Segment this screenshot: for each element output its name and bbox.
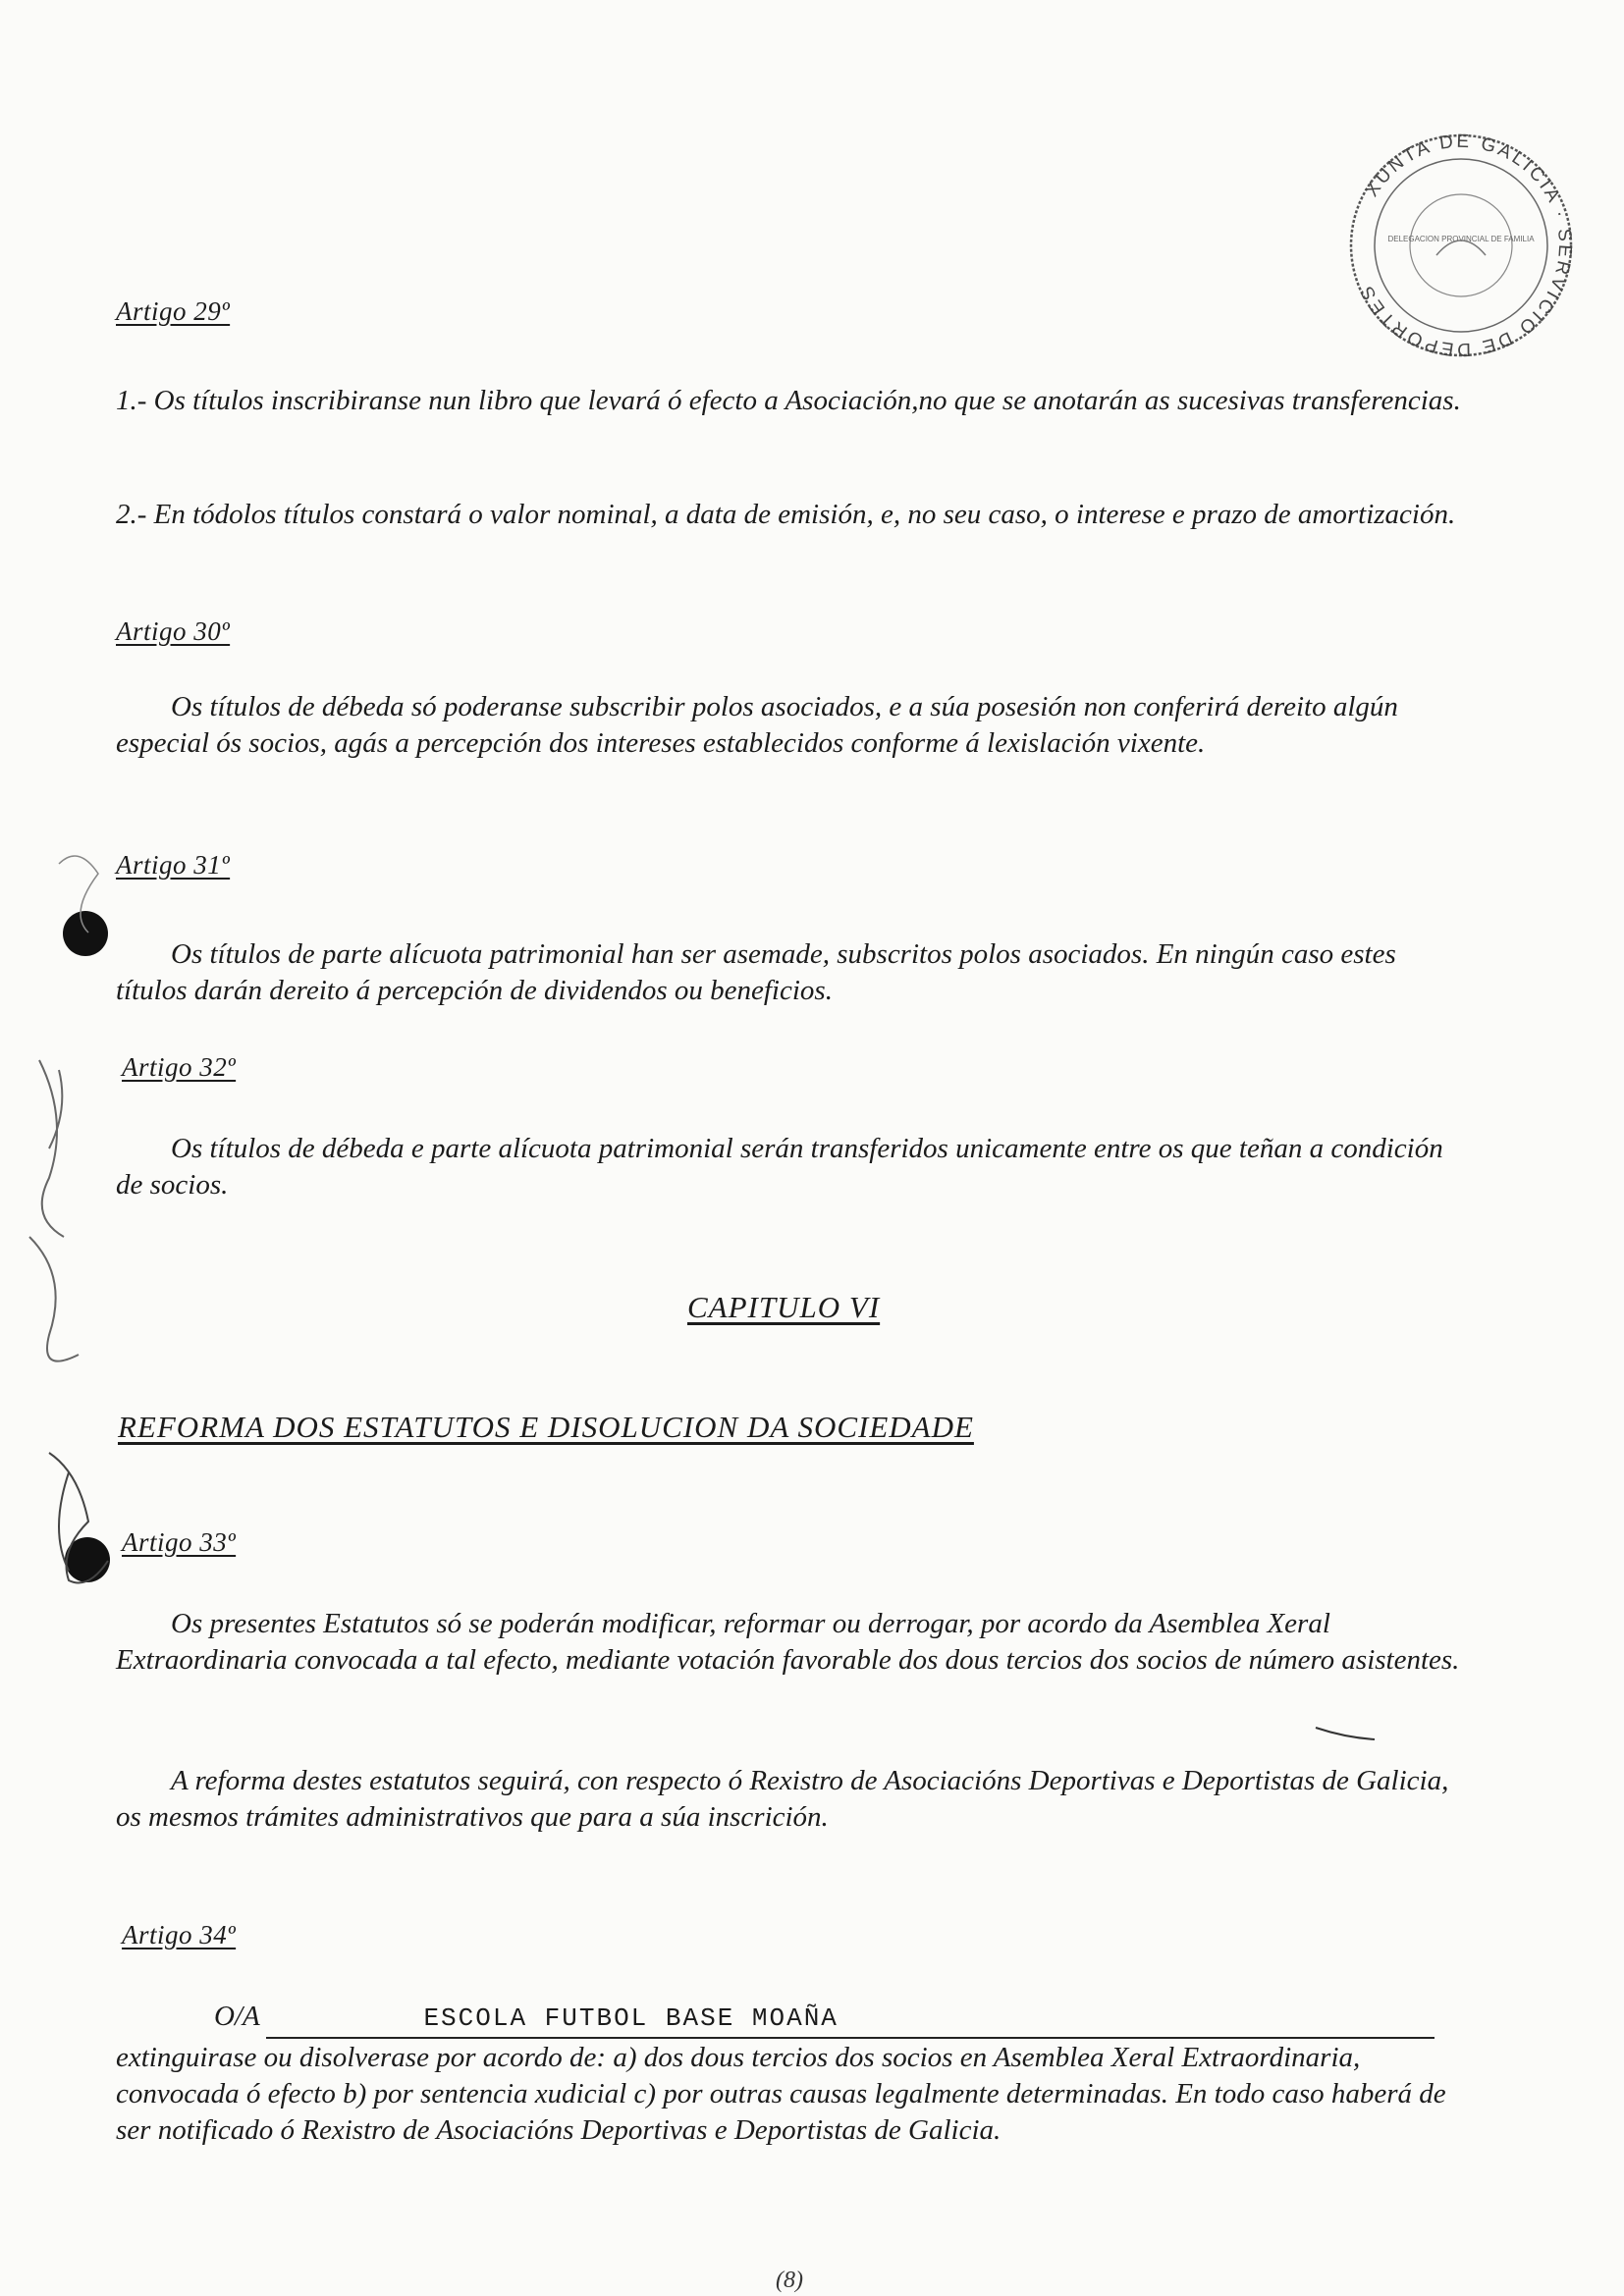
article-29-paragraph-1: 1.- Os títulos inscribiranse nun libro que levará ó efecto a Asociación,no que se anotarán as sucesivas transferencias. <box>116 385 1461 416</box>
svg-text:DELEGACION PROVINCIAL DE FAMIL <box>1387 235 1535 243</box>
page-number: (8) <box>776 2268 803 2293</box>
article-34-entity-line <box>116 1999 1473 2039</box>
article-29-paragraph-2: 2.- En tódolos títulos constará o valor nominal, a data de emisión, e, no seu caso, o interese e prazo de amortización. <box>116 499 1456 530</box>
chapter-title: CAPITULO VI <box>687 1290 881 1324</box>
article-33-heading: Artigo 33º <box>122 1527 237 1557</box>
article-31-paragraph: Os títulos de parte alícuota patrimonial han ser asemade, subscritos polos asociados. En ningún caso estes títulos darán dereito á percepción de dividendos ou beneficios. <box>116 938 1396 1006</box>
article-33-paragraph-1: Os presentes Estatutos só se poderán modificar, reformar ou derrogar, por acordo da Asemblea Xeral Extraordinaria convocada a tal efecto, mediante votación favorable dos dous tercios dos socios de número asistentes. <box>116 1608 1460 1676</box>
article-32-heading: Artigo 32º <box>122 1052 237 1082</box>
article-34-paragraph: extinguirase ou disolverase por acordo de: a) dos dous tercios dos socios en Asemblea Xeral Extraordinaria, convocada ó efecto b) por sentencia xudicial c) por outras causas legalmente determinadas. En todo caso haberá de ser notificado ó Rexistro de Asociacións Deportivas e Deportistas de Galicia. <box>116 2042 1446 2146</box>
article-30-paragraph: Os títulos de débeda só poderanse subscribir polos asociados, e a súa posesión non conferirá dereito algún especial ós socios, agás a percepción dos intereses establecidos conforme á lexislación vixente. <box>116 691 1398 759</box>
punch-hole-bottom <box>65 1537 110 1582</box>
article-31-heading: Artigo 31º <box>116 850 231 880</box>
punch-hole-top <box>63 911 108 956</box>
article-29-heading: Artigo 29º <box>116 296 231 326</box>
entity-name: ESCOLA FUTBOL BASE MOAÑA <box>266 2001 1435 2039</box>
official-stamp-icon <box>1343 128 1579 363</box>
svg-text:XUNTA DE GALICIA · SERVICIO DE <box>1356 132 1576 359</box>
article-30-heading: Artigo 30º <box>116 616 231 646</box>
stamp-center-text: DELEGACION PROVINCIAL DE FAMILIA <box>1387 235 1535 243</box>
article-34-prefix: O/A <box>214 2001 260 2032</box>
article-34-heading: Artigo 34º <box>122 1920 237 1949</box>
article-33-paragraph-2: A reforma destes estatutos seguirá, con respecto ó Rexistro de Asociacións Deportivas e Deportistas de Galicia, os mesmos trámites administrativos que para a súa inscrición. <box>116 1765 1449 1833</box>
article-32-paragraph: Os títulos de débeda e parte alícuota patrimonial serán transferidos unicamente entre os que teñan a condición de socios. <box>116 1133 1443 1201</box>
stamp-ring-text: XUNTA DE GALICIA · SERVICIO DE DEPORTES <box>1355 131 1576 360</box>
chapter-subtitle: REFORMA DOS ESTATUTOS E DISOLUCION DA SOCIEDADE <box>118 1410 974 1444</box>
